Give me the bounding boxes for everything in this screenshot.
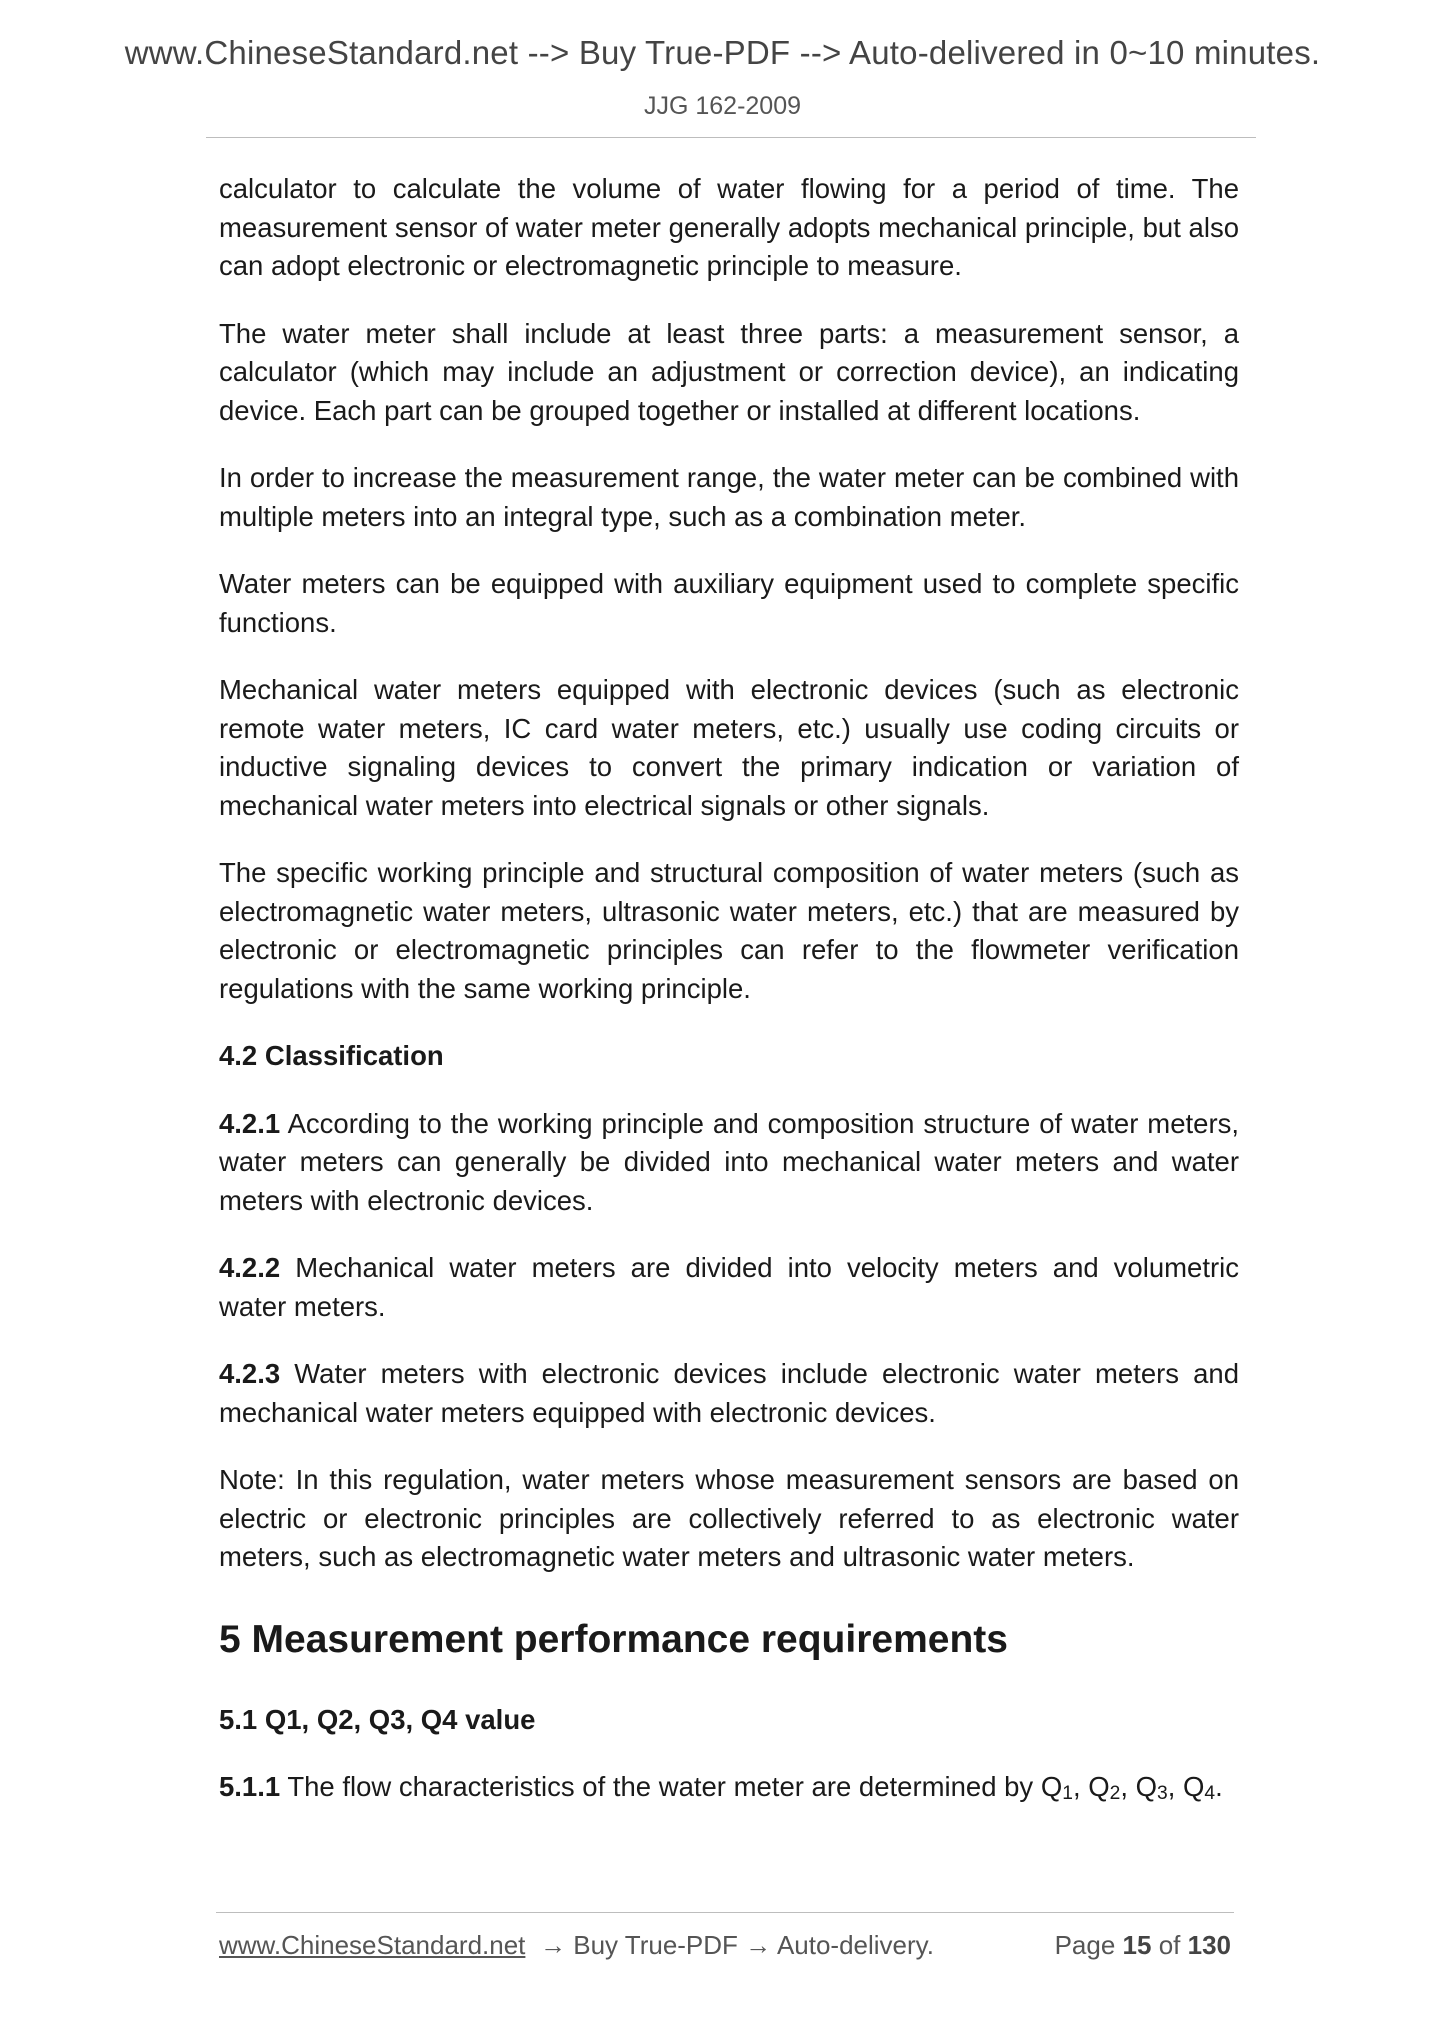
page-indicator (1055, 1930, 1231, 1961)
clause-text: Mechanical water meters are divided into velocity meters and volumetric water meters. (219, 1252, 1239, 1322)
paragraph-calculator: calculator to calculate the volume of water flowing for a period of time. The measurement sensor of water meter generally adopts mechanical principle, but also can adopt electronic or electromagnetic principle to measure. (219, 173, 1239, 281)
top-banner: www.ChineseStandard.net --> Buy True-PDF --> Auto-delivered in 0~10 minutes. (124, 34, 1321, 71)
footer-site-link[interactable]: www.ChineseStandard.net (219, 1930, 526, 1960)
clause-4-2-1 (219, 1105, 1239, 1221)
footer-tagline: → Buy True-PDF → Auto-delivery. (540, 1930, 934, 1960)
clause-4-2-2 (219, 1249, 1239, 1326)
document-code: JJG 162-2009 (643, 92, 802, 120)
page-label: Page (1054, 1930, 1116, 1960)
clause-text: Water meters with electronic devices include electronic water meters and mechanical water meters equipped with electronic devices. (219, 1358, 1239, 1428)
paragraph-working-principle: The specific working principle and structural composition of water meters (such as electromagnetic water meters, ultrasonic water meters, etc.) that are measured by electronic or electromagnetic principles can refer to the flowmeter verification regulations with the same working principle. (219, 857, 1239, 1004)
heading-5-measurement-performance: 5 Measurement performance requirements (219, 1617, 1008, 1661)
total-pages: 130 (1187, 1930, 1231, 1960)
clause-number: 5.1.1 (219, 1771, 281, 1802)
clause-number: 4.2.3 (219, 1358, 281, 1389)
subscript: 3 (1157, 1782, 1168, 1804)
clause-4-2-3 (219, 1355, 1239, 1432)
heading-5-1-q-values: 5.1 Q1, Q2, Q3, Q4 value (219, 1703, 536, 1735)
paragraph-combination-meter: In order to increase the measurement range, the water meter can be combined with multiple meters into an integral type, such as a combination meter. (219, 462, 1239, 532)
clause-5-1-1: 5.1.1 The flow characteristics of the water meter are determined by $Q_1$, $Q_2$, $Q_3$, $Q_4$. (219, 1771, 1223, 1804)
paragraph-electronic-devices: Mechanical water meters equipped with electronic devices (such as electronic remote water meters, IC card water meters, etc.) usually use coding circuits or inductive signaling devices to convert the primary indication or variation of mechanical water meters into electrical signals or other signals. (219, 674, 1239, 821)
clause-text: According to the working principle and composition structure of water meters, water meters can generally be divided into mechanical water meters and water meters with electronic devices. (219, 1107, 1239, 1216)
subscript: 2 (1109, 1782, 1121, 1804)
note-electronic-water-meters: Note: In this regulation, water meters whose measurement sensors are based on electric or electronic principles are collectively referred to as electronic water meters, such as electromagnetic water meters and ultrasonic water meters. (219, 1464, 1239, 1572)
subscript: 1 (1062, 1782, 1073, 1804)
footer-divider (216, 1912, 1234, 1913)
footer (219, 1930, 1231, 1970)
page-content (219, 170, 1239, 1836)
clause-number: 4.2.1 (219, 1107, 281, 1139)
paragraph-auxiliary-equipment: Water meters can be equipped with auxiliary equipment used to complete specific functions. (219, 568, 1239, 638)
clause-number: 4.2.2 (219, 1252, 281, 1283)
page-number: 15 (1122, 1930, 1152, 1960)
of-label: of (1158, 1930, 1181, 1960)
heading-4-2-classification: 4.2 Classification (219, 1040, 444, 1071)
clause-text: The flow characteristics of the water meter are determined by Q (280, 1771, 1063, 1802)
header-divider (206, 137, 1256, 138)
paragraph-three-parts: The water meter shall include at least three parts: a measurement sensor, a calculator (which may include an adjustment or correction device), an indicating device. Each part can be grouped together or installed at different locations. (219, 317, 1239, 426)
subscript: 4 (1204, 1782, 1216, 1804)
